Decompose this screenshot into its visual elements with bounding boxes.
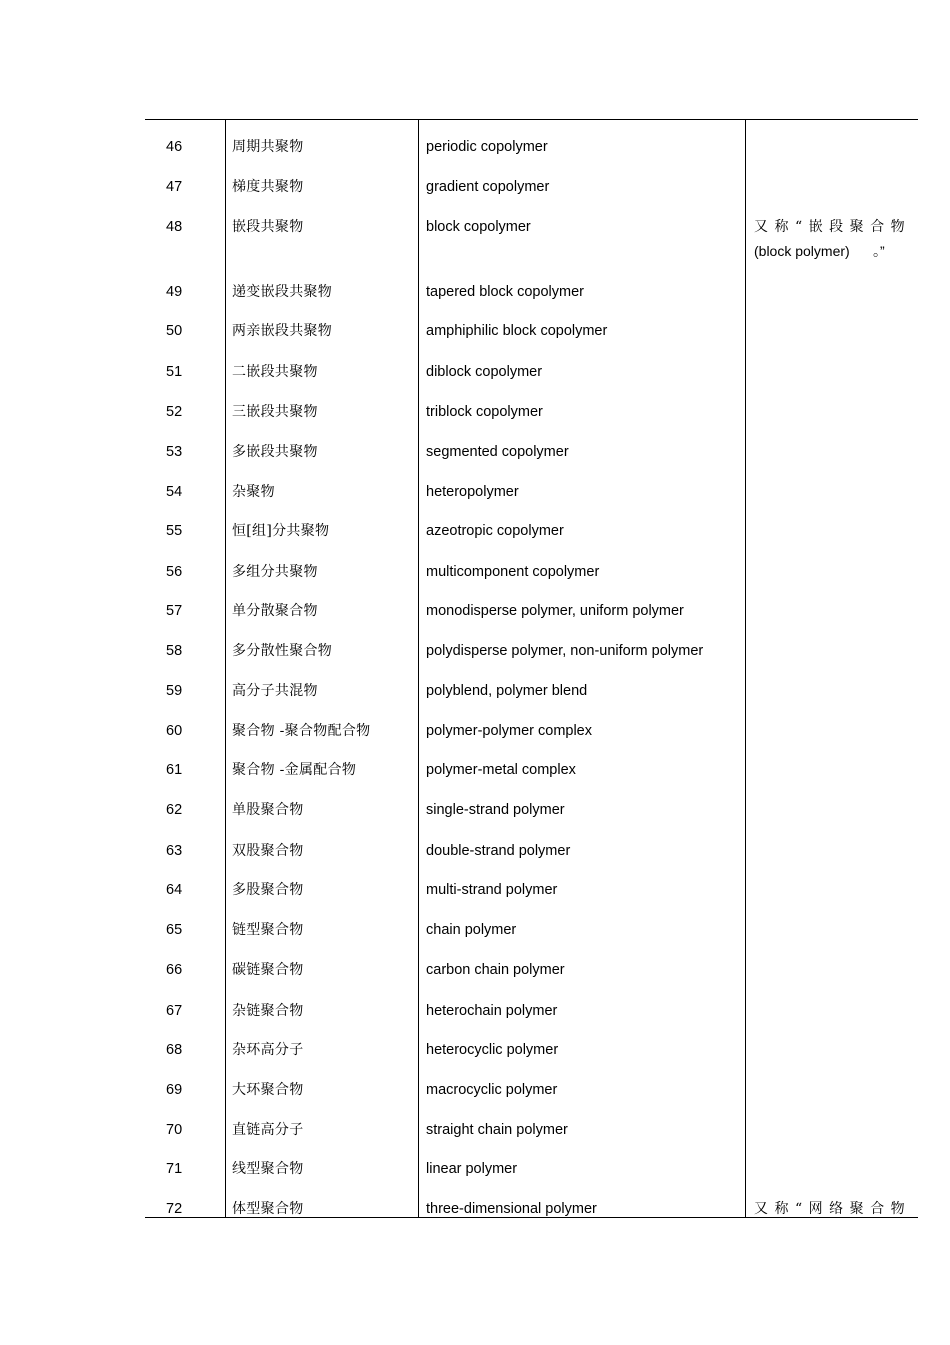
term-number: 47 [166,179,183,195]
term-number: 64 [166,882,183,898]
term-number: 55 [166,523,183,539]
chinese-term: 多股聚合物 [232,882,304,898]
term-number: 58 [166,643,183,659]
table-row [145,642,918,682]
table-row [145,403,918,443]
english-term: block copolymer [426,219,531,235]
term-number: 54 [166,484,183,500]
table-row [145,1121,918,1161]
term-number: 49 [166,284,183,300]
chinese-term: 聚合物 -聚合物配合物 [232,723,371,739]
table-top-border [145,119,918,120]
term-number: 53 [166,444,183,460]
english-term: single-strand polymer [426,802,565,818]
english-term: periodic copolymer [426,139,548,155]
term-number: 71 [166,1161,183,1177]
english-term: straight chain polymer [426,1122,568,1138]
table-row [145,138,918,178]
table-row [145,881,918,921]
table-row [145,682,918,722]
chinese-term: 高分子共混物 [232,683,318,699]
english-term: heteropolymer [426,484,519,500]
term-number: 68 [166,1042,183,1058]
note-chinese: 又称“嵌段聚合物 [754,219,912,235]
chinese-term: 体型聚合物 [232,1201,304,1217]
table-row [145,722,918,762]
term-number: 57 [166,603,183,619]
english-term: polymer-metal complex [426,762,576,778]
term-number: 50 [166,323,183,339]
english-term: segmented copolymer [426,444,569,460]
english-term: carbon chain polymer [426,962,565,978]
term-number: 67 [166,1003,183,1019]
term-number: 51 [166,364,183,380]
english-term: gradient copolymer [426,179,550,195]
term-number: 72 [166,1201,183,1217]
table-row [145,761,918,801]
table-row [145,1081,918,1121]
term-number: 61 [166,762,183,778]
chinese-term: 杂环高分子 [232,1042,304,1058]
term-number: 52 [166,404,183,420]
chinese-term: 线型聚合物 [232,1161,304,1177]
table-row [145,801,918,841]
table-row [145,218,918,258]
chinese-term: 二嵌段共聚物 [232,364,318,380]
chinese-term: 两亲嵌段共聚物 [232,323,333,339]
chinese-term: 周期共聚物 [232,139,304,155]
english-term: diblock copolymer [426,364,543,380]
chinese-term: 单分散聚合物 [232,603,318,619]
term-number: 69 [166,1082,183,1098]
table-row [145,178,918,218]
chinese-term: 碳链聚合物 [232,962,304,978]
table-row [145,363,918,403]
english-term: triblock copolymer [426,404,543,420]
chinese-term: 递变嵌段共聚物 [232,284,333,300]
english-term: amphiphilic block copolymer [426,323,608,339]
chinese-term: 链型聚合物 [232,922,304,938]
term-number: 56 [166,564,183,580]
table-row [145,1160,918,1200]
english-term: monodisperse polymer, uniform polymer [426,603,684,619]
table-row [145,443,918,483]
chinese-term: 多分散性聚合物 [232,643,333,659]
english-term: polyblend, polymer blend [426,683,588,699]
english-term: linear polymer [426,1161,518,1177]
term-number: 70 [166,1122,183,1138]
english-term: three-dimensional polymer [426,1201,597,1217]
table-row [145,483,918,523]
term-note [754,1200,912,1218]
term-number: 63 [166,843,183,859]
chinese-term: 直链高分子 [232,1122,304,1138]
english-term: multi-strand polymer [426,882,558,898]
english-term: heterochain polymer [426,1003,558,1019]
table-row [145,842,918,882]
chinese-term: 聚合物 -金属配合物 [232,762,357,778]
table-row [145,921,918,961]
note-chinese: 又称“网络聚合物 [754,1201,912,1217]
table-row [145,322,918,362]
chinese-term: 梯度共聚物 [232,179,304,195]
term-note [754,218,912,260]
table-row [145,522,918,562]
term-number: 59 [166,683,183,699]
table-row [145,602,918,642]
note-english: (block polymer) 。” [754,243,885,259]
english-term: multicomponent copolymer [426,564,600,580]
term-number: 65 [166,922,183,938]
chinese-term: 大环聚合物 [232,1082,304,1098]
english-term: heterocyclic polymer [426,1042,559,1058]
term-number: 66 [166,962,183,978]
english-term: tapered block copolymer [426,284,584,300]
chinese-term: 多组分共聚物 [232,564,318,580]
table-row [145,563,918,603]
term-number: 48 [166,219,183,235]
english-term: azeotropic copolymer [426,523,564,539]
term-number: 60 [166,723,183,739]
chinese-term: 恒[组]分共聚物 [232,523,330,539]
table-row [145,961,918,1001]
english-term: chain polymer [426,922,517,938]
table-row [145,283,918,323]
chinese-term: 杂聚物 [232,484,275,500]
english-term: double-strand polymer [426,843,571,859]
term-number: 46 [166,139,183,155]
english-term: polydisperse polymer, non-uniform polymer [426,643,704,659]
term-number: 62 [166,802,183,818]
chinese-term: 杂链聚合物 [232,1003,304,1019]
table-row [145,1041,918,1081]
table-row [145,1002,918,1042]
table-row [145,1200,918,1240]
chinese-term: 三嵌段共聚物 [232,404,318,420]
english-term: macrocyclic polymer [426,1082,558,1098]
english-term: polymer-polymer complex [426,723,592,739]
chinese-term: 单股聚合物 [232,802,304,818]
chinese-term: 双股聚合物 [232,843,304,859]
chinese-term: 多嵌段共聚物 [232,444,318,460]
chinese-term: 嵌段共聚物 [232,219,304,235]
